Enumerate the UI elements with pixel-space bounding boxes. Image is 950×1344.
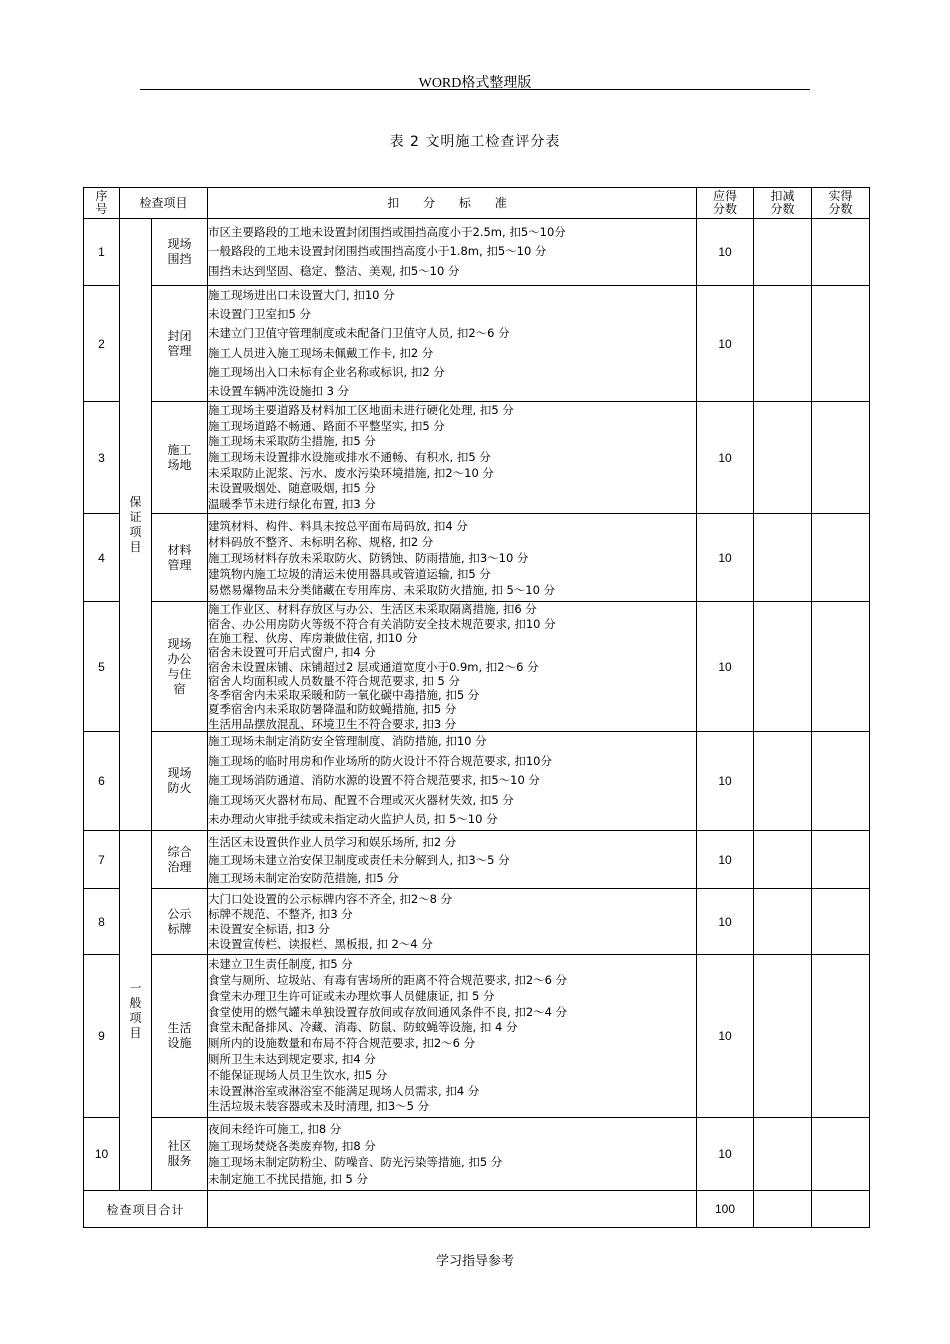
total-deduct-cell <box>754 1191 812 1228</box>
should-score-value: 10 <box>697 955 754 1118</box>
deduction-standard <box>208 286 697 402</box>
deduction-standard <box>208 219 697 286</box>
standard-line: 施工现场未建立治安保卫制度或责任未分解到人, 扣3～5 分 <box>208 852 510 867</box>
standard-line: 施工现场灭火器材布局、配置不合理或灭火器材失效, 扣5 分 <box>208 792 514 807</box>
table-header-row <box>84 188 870 219</box>
deduct-score-cell <box>754 514 812 602</box>
standard-line: 在施工程、伙房、库房兼做住宿, 扣10 分 <box>208 630 418 645</box>
row-number: 9 <box>84 955 120 1118</box>
should-score-value: 10 <box>697 602 754 732</box>
standard-line: 温暖季节未进行绿化布置, 扣3 分 <box>208 496 376 511</box>
check-item-name: 材料 管理 <box>152 514 208 602</box>
deduct-score-cell <box>754 286 812 402</box>
group-label-guarantee: 保 证 项 目 <box>120 219 152 831</box>
check-item-name: 综合 治理 <box>152 831 208 889</box>
deduction-standard <box>208 732 697 831</box>
check-item-name: 公示 标牌 <box>152 889 208 955</box>
deduct-score-cell <box>754 402 812 514</box>
row-number: 3 <box>84 402 120 514</box>
row-number: 10 <box>84 1118 120 1191</box>
standard-line: 施工现场焚烧各类废弃物, 扣8 分 <box>208 1138 376 1153</box>
row-number: 6 <box>84 732 120 831</box>
actual-score-cell <box>812 732 870 831</box>
table-row <box>84 1118 870 1191</box>
header-should-score: 应得 分数 <box>697 188 754 219</box>
actual-score-cell <box>812 831 870 889</box>
document-title: 表 2 文明施工检查评分表 <box>389 134 561 150</box>
actual-score-cell <box>812 402 870 514</box>
deduction-standard <box>208 955 697 1118</box>
header-actual-score: 实得 分数 <box>812 188 870 219</box>
standard-line: 食堂未配备排风、冷藏、消毒、防鼠、防蚊蝇等设施, 扣 4 分 <box>208 1020 518 1035</box>
check-item-name: 现场 防火 <box>152 732 208 831</box>
table-row <box>84 955 870 1118</box>
deduct-score-cell <box>754 889 812 955</box>
deduct-score-cell <box>754 602 812 732</box>
header-deduct-score: 扣减 分数 <box>754 188 812 219</box>
standard-line: 冬季宿舍内未采取采暖和防一氧化碳中毒措施, 扣5 分 <box>208 688 480 703</box>
total-actual-cell <box>812 1191 870 1228</box>
standard-line: 施工人员进入施工现场未佩戴工作卡, 扣2 分 <box>208 345 434 360</box>
should-score-value: 10 <box>697 732 754 831</box>
standard-line: 施工现场未制定防粉尘、防噪音、防光污染等措施, 扣5 分 <box>208 1155 503 1170</box>
actual-score-cell <box>812 955 870 1118</box>
standard-line: 标牌不规范、不整齐, 扣3 分 <box>208 906 353 921</box>
standard-line: 宿舍未设置可开启式窗户, 扣4 分 <box>208 645 376 660</box>
page-footer: 学习指导参考 <box>435 1254 514 1269</box>
total-standard-cell <box>208 1191 697 1228</box>
row-number: 2 <box>84 286 120 402</box>
standard-line: 施工现场消防通道、消防水源的设置不符合规范要求, 扣5～10 分 <box>208 773 540 788</box>
deduct-score-cell <box>754 732 812 831</box>
row-number: 1 <box>84 219 120 286</box>
standard-line: 施工作业区、材料存放区与办公、生活区未采取隔离措施, 扣6 分 <box>208 602 537 617</box>
deduct-score-cell <box>754 955 812 1118</box>
standard-line: 围挡未达到坚固、稳定、整洁、美观, 扣5～10 分 <box>208 263 460 278</box>
table-row <box>84 286 870 402</box>
page-header: WORD格式整理版 <box>418 76 532 91</box>
standard-line: 施工现场主要道路及材料加工区地面未进行硬化处理, 扣5 分 <box>208 403 514 418</box>
table-row <box>84 602 870 732</box>
standard-line: 市区主要路段的工地未设置封闭围挡或围挡高度小于2.5m, 扣5～10分 <box>208 224 566 239</box>
standard-line: 生活垃圾未装容器或未及时清理, 扣3～5 分 <box>208 1099 430 1114</box>
row-number: 4 <box>84 514 120 602</box>
standard-line: 未建立门卫值守管理制度或未配备门卫值守人员, 扣2～6 分 <box>208 326 510 341</box>
deduction-standard <box>208 889 697 955</box>
standard-line: 未设置安全标语, 扣3 分 <box>208 921 330 936</box>
standard-line: 施工现场的临时用房和作业场所的防火设计不符合规范要求, 扣10分 <box>208 753 552 768</box>
row-number: 7 <box>84 831 120 889</box>
standard-line: 施工现场道路不畅通、路面不平整坚实, 扣5 分 <box>208 418 445 433</box>
standard-line: 未设置车辆冲洗设施扣 3 分 <box>208 384 350 399</box>
score-table <box>83 187 870 1228</box>
standard-line: 夏季宿舍内未采取防暑降温和防蚊蝇措施, 扣5 分 <box>208 702 457 717</box>
table-row <box>84 732 870 831</box>
standard-line: 未设置淋浴室或淋浴室不能满足现场人员需求, 扣4 分 <box>208 1083 480 1098</box>
total-label: 检查项目合计 <box>84 1191 208 1228</box>
standard-line: 施工现场未制定消防安全管理制度、消防措施, 扣10 分 <box>208 734 487 749</box>
standard-line: 厕所卫生未达到规定要求, 扣4 分 <box>208 1052 376 1067</box>
standard-line: 食堂使用的燃气罐未单独设置存放间或存放间通风条件不良, 扣2～4 分 <box>208 1004 568 1019</box>
standard-line: 宿舍未设置床铺、床铺超过2 层或通道宽度小于0.9m, 扣2～6 分 <box>208 659 539 674</box>
header-standard: 扣 分 标 准 <box>208 188 697 219</box>
check-item-name: 社区 服务 <box>152 1118 208 1191</box>
total-row <box>84 1191 870 1228</box>
standard-line: 一般路段的工地未设置封闭围挡或围挡高度小于1.8m, 扣5～10 分 <box>208 244 547 259</box>
table-row <box>84 219 870 286</box>
standard-line: 施工现场未设置排水设施或排水不通畅、有积水, 扣5 分 <box>208 449 491 464</box>
should-score-value: 10 <box>697 514 754 602</box>
table-row <box>84 402 870 514</box>
should-score-value: 10 <box>697 1118 754 1191</box>
standard-line: 食堂未办理卫生许可证或未办理炊事人员健康证, 扣 5 分 <box>208 988 495 1003</box>
header-rule <box>140 89 810 90</box>
standard-line: 施工现场进出口未设置大门, 扣10 分 <box>208 288 395 302</box>
actual-score-cell <box>812 889 870 955</box>
standard-line: 施工现场未采取防尘措施, 扣5 分 <box>208 434 376 449</box>
standard-line: 未设置宣传栏、读报栏、黑板报, 扣 2～4 分 <box>208 936 433 951</box>
standard-line: 宿舍、办公用房防火等级不符合有关消防安全技术规范要求, 扣10 分 <box>208 616 556 631</box>
deduction-standard <box>208 1118 697 1191</box>
deduction-standard <box>208 602 697 732</box>
standard-line: 宿舍人均面积或人员数量不符合规范要求, 扣 5 分 <box>208 673 460 688</box>
actual-score-cell <box>812 1118 870 1191</box>
deduct-score-cell <box>754 219 812 286</box>
deduction-standard <box>208 402 697 514</box>
should-score-value: 10 <box>697 286 754 402</box>
check-item-name: 施工 场地 <box>152 402 208 514</box>
standard-line: 夜间未经许可施工, 扣8 分 <box>208 1122 342 1137</box>
header-seq: 序 号 <box>84 188 120 219</box>
standard-line: 未设置吸烟处、随意吸烟, 扣5 分 <box>208 481 376 496</box>
standard-line: 材料码放不整齐、未标明名称、规格, 扣2 分 <box>208 534 434 549</box>
standard-line: 施工现场出入口未标有企业名称或标识, 扣2 分 <box>208 364 445 379</box>
standard-line: 易燃易爆物品未分类储藏在专用库房、未采取防火措施, 扣 5～10 分 <box>208 582 556 597</box>
standard-line: 不能保证现场人员卫生饮水, 扣5 分 <box>208 1067 388 1082</box>
header-item: 检查项目 <box>120 188 208 219</box>
standard-line: 施工现场未制定治安防范措施, 扣5 分 <box>208 870 399 885</box>
standard-line: 未采取防止泥浆、污水、废水污染环境措施, 扣2～10 分 <box>208 465 494 480</box>
actual-score-cell <box>812 286 870 402</box>
actual-score-cell <box>812 219 870 286</box>
deduct-score-cell <box>754 831 812 889</box>
should-score-value: 10 <box>697 402 754 514</box>
standard-line: 未办理动火审批手续或未指定动火监护人员, 扣 5～10 分 <box>208 812 498 827</box>
deduction-standard <box>208 514 697 602</box>
deduction-standard <box>208 831 697 889</box>
standard-line: 未制定施工不扰民措施, 扣 5 分 <box>208 1171 368 1186</box>
should-score-value: 10 <box>697 831 754 889</box>
standard-line: 大门口处设置的公示标牌内容不齐全, 扣2～8 分 <box>208 891 453 906</box>
total-score-value: 100 <box>697 1191 754 1228</box>
standard-line: 未建立卫生责任制度, 扣5 分 <box>208 957 353 972</box>
standard-line: 厕所内的设施数量和布局不符合规范要求, 扣2～6 分 <box>208 1036 476 1051</box>
should-score-value: 10 <box>697 889 754 955</box>
check-item-name: 现场 办公 与住 宿 <box>152 602 208 732</box>
row-number: 8 <box>84 889 120 955</box>
group-label-general: 一 般 项 目 <box>120 831 152 1191</box>
should-score-value: 10 <box>697 219 754 286</box>
standard-line: 生活用品摆放混乱、环境卫生不符合要求, 扣3 分 <box>208 716 457 731</box>
standard-line: 建筑材料、构件、料具未按总平面布局码放, 扣4 分 <box>208 518 468 533</box>
standard-line: 建筑物内施工垃圾的清运未使用器具或管道运输, 扣5 分 <box>208 566 491 581</box>
check-item-name: 现场 围挡 <box>152 219 208 286</box>
standard-line: 施工现场材料存放未采取防火、防锈蚀、防雨措施, 扣3～10 分 <box>208 550 529 565</box>
table-row <box>84 831 870 889</box>
row-number: 5 <box>84 602 120 732</box>
deduct-score-cell <box>754 1118 812 1191</box>
check-item-name: 封闭 管理 <box>152 286 208 402</box>
standard-line: 生活区未设置供作业人员学习和娱乐场所, 扣2 分 <box>208 834 457 849</box>
table-row <box>84 889 870 955</box>
table-row <box>84 514 870 602</box>
actual-score-cell <box>812 514 870 602</box>
standard-line: 食堂与厕所、垃圾站、有毒有害场所的距离不符合规范要求, 扣2～6 分 <box>208 973 568 988</box>
standard-line: 未设置门卫室扣5 分 <box>208 307 311 322</box>
check-item-name: 生活 设施 <box>152 955 208 1118</box>
actual-score-cell <box>812 602 870 732</box>
